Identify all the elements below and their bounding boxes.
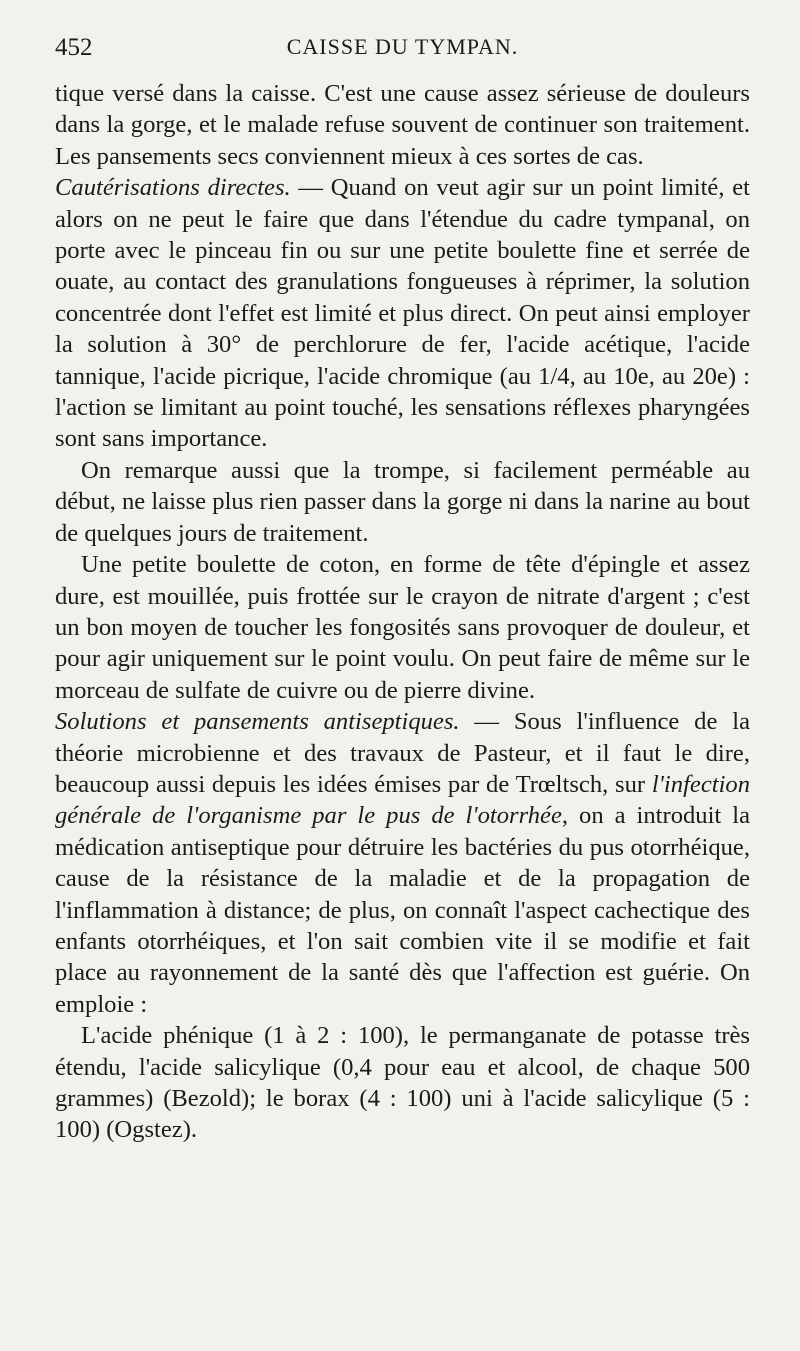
page-header — [55, 34, 750, 70]
paragraph-antiseptiques-part-b: , on a introduit la médication antiseptique pour détruire les bactéries du pus otorrhéique, cause de la résistance de la maladie et de la propagation de l'inflammation à distance; de plus, on connaît l'aspect cachectique des enfants otorrhéiques, et l'on sait combien vite il se modifie et fait place au rayonnement de la santé dès que l'affection est guérie. On emploie : — [55, 802, 750, 1018]
paragraph-antiseptiques — [55, 706, 750, 1020]
paragraph-trompe: On remarque aussi que la trompe, si facilement perméable au début, ne laisse plus rien passer dans la gorge ni dans la narine au bout de quelques jours de traitement. — [55, 456, 750, 547]
paragraph-cauterisations-body: — Quand on veut agir sur un point limité, et alors on ne peut le faire que dans l'étendue du cadre tympanal, on porte avec le pinceau fin ou sur une petite boulette fine et serrée de ouate, au contact des granulations fongueuses à réprimer, la solution concentrée dont l'effet est limité et plus direct. On peut ainsi employer la solution à 30° de perchlorure de fer, l'acide acétique, l'acide tannique, l'acide picrique, l'acide chromique (au 1/4, au 10e, au 20e) : l'action se limitant au point touché, les sensations réflexes pharyngées sont sans importance. — [55, 174, 750, 453]
paragraph-boulette: Une petite boulette de coton, en forme de tête d'épingle et assez dure, est mouillée, puis frottée sur le crayon de nitrate d'argent ; c'est un bon moyen de toucher les fongosités sans provoquer de douleur, et pour agir uniquement sur le point voulu. On peut faire de même sur le morceau de sulfate de cuivre ou de pierre divine. — [55, 551, 750, 704]
section-heading-antiseptiques: Solutions et pansements antiseptiques. — [55, 708, 460, 736]
running-title: CAISSE DU TYMPAN. — [286, 34, 519, 59]
paragraph-antiseptiques-part-a: — Sous l'influence de la théorie microbienne et des travaux de Pasteur, et il faut le dire, beaucoup aussi depuis les idées émises par de Trœltsch, sur — [55, 708, 750, 798]
paragraph-acide-phenique: L'acide phénique (1 à 2 : 100), le permanganate de potasse très étendu, l'acide salicylique (0,4 pour eau et alcool, de chaque 500 grammes) (Bezold); le borax (4 : 100) uni à l'acide salicylique (5 : 100) (Ogstez). — [55, 1022, 750, 1144]
paragraph-antiseptiques-italic: l'infection générale de l'organisme par le pus de l'otorrhée — [55, 770, 750, 830]
paragraph-cauterisations — [55, 172, 750, 455]
page-number: 452 — [55, 34, 93, 61]
body-text — [55, 78, 750, 1148]
section-heading-cauterisations: Cautérisations directes. — [55, 174, 291, 202]
paragraph-continuation: tique versé dans la caisse. C'est une cause assez sérieuse de douleurs dans la gorge, et le malade refuse souvent de continuer son traitement. Les pansements secs conviennent mieux à ces sortes de cas. — [55, 80, 750, 170]
